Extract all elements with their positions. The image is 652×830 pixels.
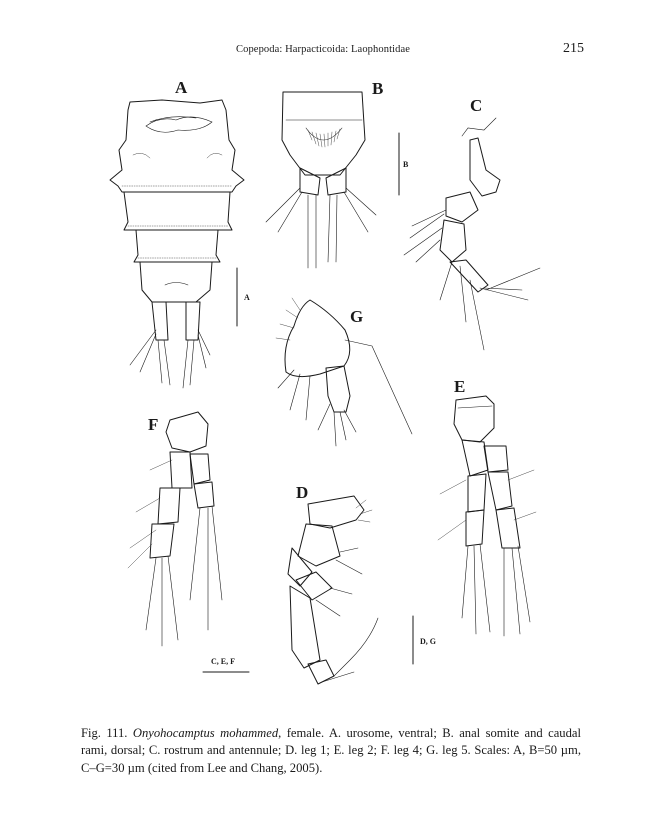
caption-figure-label: Fig. 111. <box>81 725 128 740</box>
panel-label-e: E <box>454 377 466 396</box>
scale-bar-label-dg: D, G <box>420 637 436 646</box>
caption-species-name: Onyohocamptus mohammed <box>132 725 279 740</box>
scale-bar-label-b: B <box>403 160 409 169</box>
figure-caption <box>81 725 581 778</box>
scale-bar-label-a: A <box>244 293 250 302</box>
running-title: Copepoda: Harpacticoida: Laophontidae <box>236 44 410 55</box>
panel-d-leg1-drawing <box>288 483 378 684</box>
panel-a-urosome-drawing <box>110 78 244 388</box>
panel-label-d: D <box>296 483 309 502</box>
page-number: 215 <box>563 41 584 56</box>
caption-body: , female. A. urosome, ventral; B. anal somite and caudal rami, dorsal; C. rostrum and antennule; D. leg 1; E. leg 2; F. leg 4; G. leg 5. Scales: A, B=50 µm, C–G=30 µm (cited from Lee and Chang, 2005). <box>81 725 581 775</box>
panel-label-c: C <box>470 96 483 115</box>
panel-label-a: A <box>175 78 188 97</box>
panel-label-g: G <box>350 307 364 326</box>
panel-g-leg5-drawing <box>276 298 412 446</box>
panel-e-leg2-drawing <box>438 377 536 636</box>
panel-b-anal-somite-drawing <box>266 79 383 268</box>
panel-label-f: F <box>148 415 159 434</box>
panel-c-antennule-drawing <box>404 96 540 350</box>
panel-label-b: B <box>372 79 384 98</box>
panel-f-leg4-drawing <box>128 412 222 646</box>
scale-bar-label-cef: C, E, F <box>211 657 235 666</box>
